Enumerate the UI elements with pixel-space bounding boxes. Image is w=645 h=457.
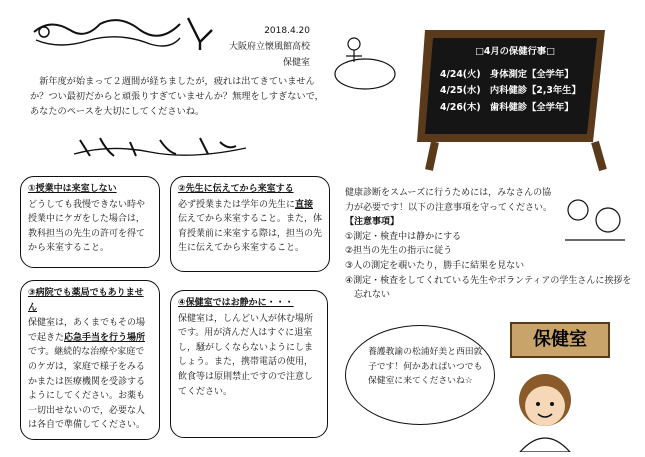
student-doodle: [330, 30, 400, 94]
board-item: 4/24(火) 身体測定【全学年】: [440, 68, 574, 80]
rule-2-emphasis: 直接: [295, 199, 314, 210]
rule-3-heading: ③病院でも薬局でもありません: [28, 288, 144, 313]
notice-item: ①測定・検査中は静かにする: [345, 231, 462, 242]
board-item: 4/26(木) 歯科健診【全学年】: [440, 101, 574, 113]
rule-box-4: [170, 290, 328, 438]
board-schedule: [440, 44, 590, 116]
notice-item: ④測定・検査をしてくれている先生やボランティアの学生さんに挨拶を忘れない: [345, 275, 632, 301]
notice-lead: 健康診断をスムーズに行うためには，みなさんの協力が必要です！以下の注意事項を守ってください。: [345, 188, 553, 213]
rule-3-emphasis: 応急手当を行う場所: [64, 332, 146, 343]
board-item: 4/25(水) 内科健診【2,3年生】: [440, 85, 581, 96]
health-room-sign: 保健室: [510, 322, 610, 358]
rule-2-body: 必ず授業または学年の先生に直接伝えてから来室すること。また，体育授業前に来室する際は，担当の先生に伝えてから来室すること。: [178, 199, 323, 254]
rule-2-heading: ②先生に伝えてから来室する: [178, 184, 294, 194]
nurse-illustration: [500, 362, 590, 452]
notice-heading: 【注意事項】: [345, 217, 400, 228]
department: 保健室: [282, 58, 310, 68]
rule-3-body: 保健室は，あくまでもその場で起きた応急手当を行う場所です。継続的な治療や家庭でのケガは，家庭で様子をみるかまたは医療機関を受診するようにしてください。お薬も一切出せないので，必要な人は各自で準備してください。: [28, 318, 146, 431]
rule-1-body: どうしても我慢できない時や授業中にケガをした場合は，教科担当の先生の許可を得てから来室すること。: [28, 199, 146, 254]
rule-1-heading: ①授業中は来室しない: [28, 184, 117, 194]
board-title: □4月の保健行事□: [475, 46, 555, 57]
notice-item: ②担当の先生の指示に従う: [345, 246, 453, 257]
intro-text: 新年度が始まって２週間が経ちましたが，疲れは出てきていませんか？つい最初だからと頑張りすぎていませんか？無理をしすぎないで，あなたのペースを大切にしてくださいね。: [30, 76, 324, 117]
school-name: 大阪府立懐風館高校: [228, 42, 310, 52]
health-check-doodle: [560, 190, 630, 250]
notice-item: ③人の測定を覗いたり，勝手に結果を見ない: [345, 260, 525, 271]
bubble-text: 養護教諭の松浦好美と西田敦子です！何かあればいつでも保健室に来てくださいね☆: [368, 347, 483, 386]
issue-date: 2018.4.20: [264, 26, 310, 36]
rule-box-3: [20, 280, 160, 440]
rule-box-2: [170, 176, 330, 272]
rule-4-heading: ④保健室ではお静かに・・・: [178, 298, 294, 308]
rule-box-1: [20, 176, 160, 268]
rule-4-body: 保健室は，しんどい人が休む場所です。用が済んだ人はすぐに退室し，騒がしくならないようにしましょう。また，携帯電話の使用，飲食等は原則禁止ですので注意してください。: [178, 313, 314, 397]
rules-title-art: [70, 130, 250, 162]
title-art: [30, 10, 220, 54]
